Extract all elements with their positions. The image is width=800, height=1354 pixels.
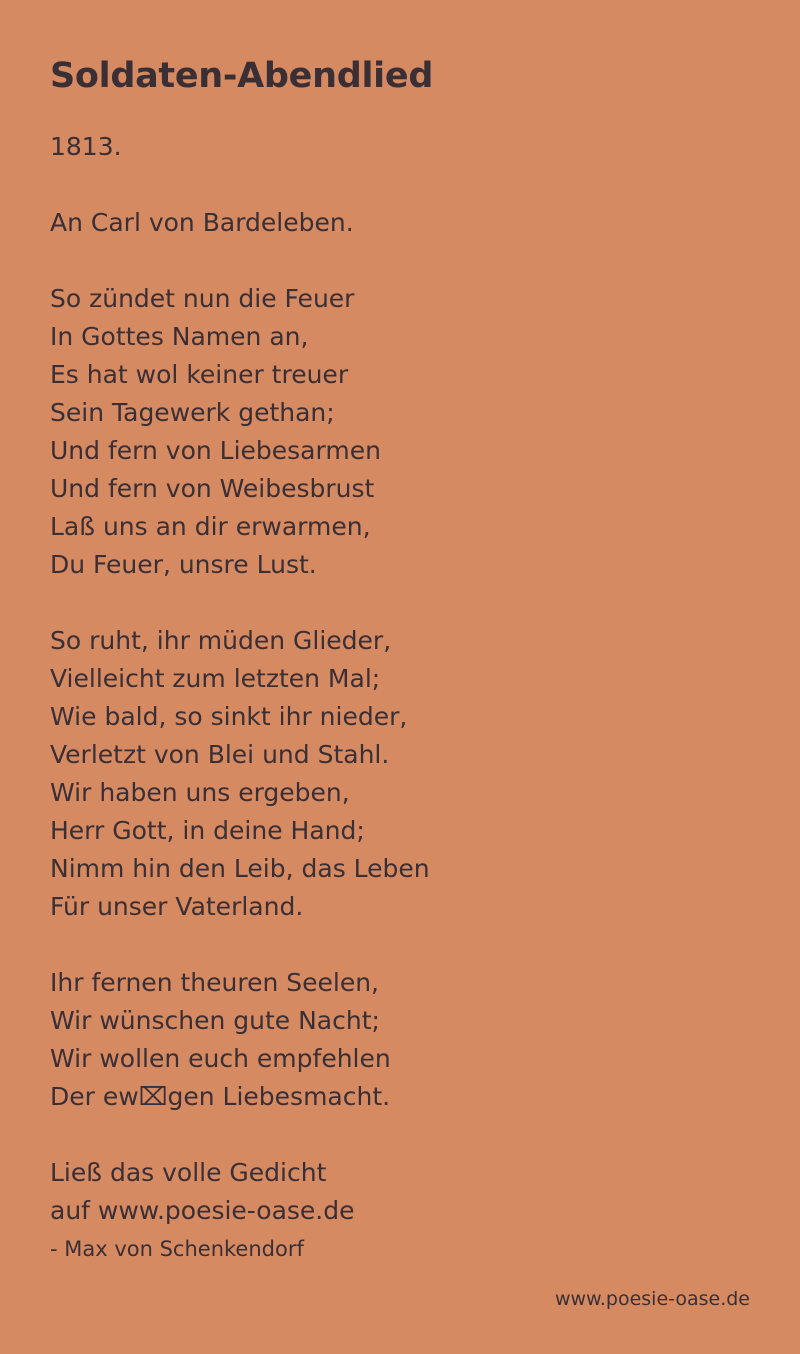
poem-line: Vielleicht zum letzten Mal; xyxy=(50,664,381,693)
poem-dedication: An Carl von Bardeleben. xyxy=(50,208,354,237)
poem-line: Wir wollen euch empfehlen xyxy=(50,1044,391,1073)
poem-title: Soldaten-Abendlied xyxy=(50,56,434,96)
poem-line: Du Feuer, unsre Lust. xyxy=(50,550,317,579)
poem-year: 1813. xyxy=(50,132,122,161)
promo-block xyxy=(50,1154,770,1230)
poem-line: Es hat wol keiner treuer xyxy=(50,360,349,389)
poem-line: Ihr fernen theuren Seelen, xyxy=(50,968,380,997)
poem-line: Nimm hin den Leib, das Leben xyxy=(50,854,430,883)
poem-author: - Max von Schenkendorf xyxy=(50,1237,304,1261)
stanza-3 xyxy=(50,964,770,1116)
poem-line: Laß uns an dir erwarmen, xyxy=(50,512,371,541)
promo-link[interactable]: auf www.poesie-oase.de xyxy=(50,1196,355,1225)
poem-line: So zündet nun die Feuer xyxy=(50,284,355,313)
promo-line: Ließ das volle Gedicht xyxy=(50,1158,327,1187)
poem-line: Wir wünschen gute Nacht; xyxy=(50,1006,380,1035)
poem-line: Verletzt von Blei und Stahl. xyxy=(50,740,390,769)
poem-line: Wir haben uns ergeben, xyxy=(50,778,350,807)
poem-line: Und fern von Weibesbrust xyxy=(50,474,375,503)
poem-line: Wie bald, so sinkt ihr nieder, xyxy=(50,702,408,731)
footer-url[interactable]: www.poesie-oase.de xyxy=(554,1288,750,1310)
poem-line: Der ew⌧gen Liebesmacht. xyxy=(50,1082,391,1111)
poem-line: Für unser Vaterland. xyxy=(50,892,304,921)
poem-line: Herr Gott, in deine Hand; xyxy=(50,816,365,845)
poem-container xyxy=(50,52,770,1264)
stanza-1 xyxy=(50,280,770,584)
poem-line: In Gottes Namen an, xyxy=(50,322,309,351)
poem-line: So ruht, ihr müden Glieder, xyxy=(50,626,392,655)
poem-line: Und fern von Liebesarmen xyxy=(50,436,381,465)
stanza-2 xyxy=(50,622,770,926)
poem-line: Sein Tagewerk gethan; xyxy=(50,398,335,427)
